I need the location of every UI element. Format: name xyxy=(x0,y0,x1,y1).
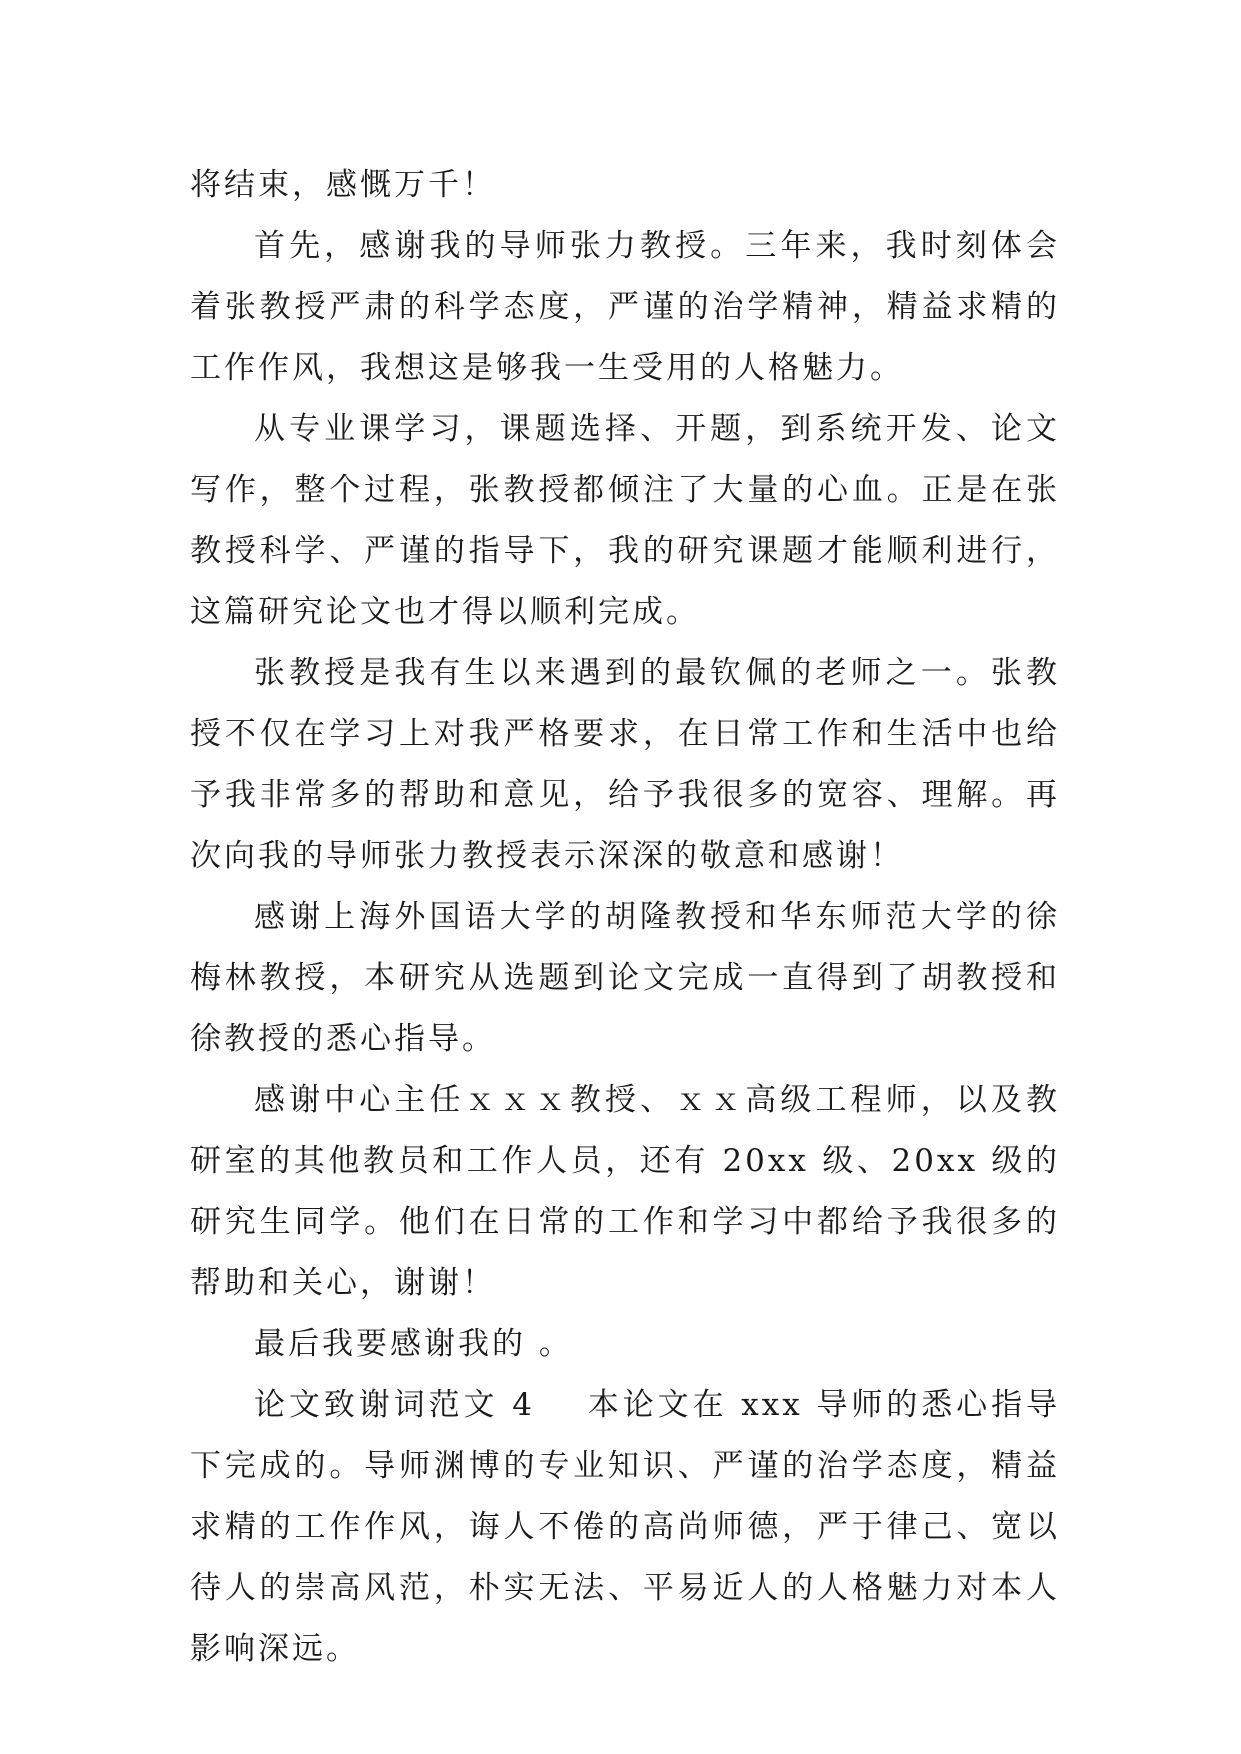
paragraph-sample-4 xyxy=(190,1375,1060,1680)
sample-heading: 论文致谢词范文 4 xyxy=(254,1387,535,1423)
paragraph-center-staff: 感谢中心主任ｘｘｘ教授、ｘｘ高级工程师，以及教研室的其他教员和工作人员，还有 20xx 级、20xx 级的研究生同学。他们在日常的工作和学习中都给予我很多的帮助和关心，谢谢！ xyxy=(190,1082,1060,1301)
sample-body: 本论文在 xxx 导师的悉心指导下完成的。导师渊博的专业知识、严谨的治学态度，精益求精的工作作风，诲人不倦的高尚师德，严于律己、宽以待人的崇高风范，朴实无法、平易近人的人格魅力对本人影响深远。 xyxy=(190,1387,1061,1667)
paragraph-research-process: 从专业课学习，课题选择、开题，到系统开发、论文写作，整个过程，张教授都倾注了大量的心血。正是在张教授科学、严谨的指导下，我的研究课题才能顺利进行，这篇研究论文也才得以顺利完成。 xyxy=(190,411,1060,630)
document-body xyxy=(190,155,1060,1680)
paragraph-continuation: 将结束，感慨万千！ xyxy=(190,167,496,203)
paragraph-advisor-thanks: 首先，感谢我的导师张力教授。三年来，我时刻体会着张教授严肃的科学态度，严谨的治学精神，精益求精的工作作风，我想这是够我一生受用的人格魅力。 xyxy=(190,228,1060,386)
paragraph-final-thanks: 最后我要感谢我的 。 xyxy=(254,1326,573,1362)
paragraph-other-professors: 感谢上海外国语大学的胡隆教授和华东师范大学的徐梅林教授，本研究从选题到论文完成一直得到了胡教授和徐教授的悉心指导。 xyxy=(190,899,1060,1057)
paragraph-respect: 张教授是我有生以来遇到的最钦佩的老师之一。张教授不仅在学习上对我严格要求，在日常工作和生活中也给予我非常多的帮助和意见，给予我很多的宽容、理解。再次向我的导师张力教授表示深深的敬意和感谢！ xyxy=(190,655,1060,874)
